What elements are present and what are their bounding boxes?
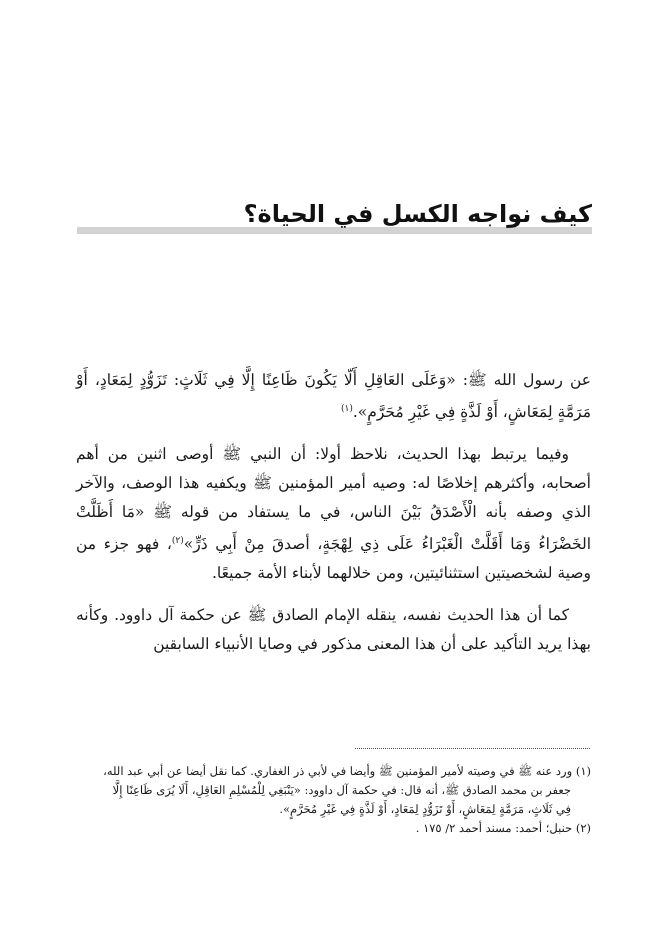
- footnote-2: [76, 819, 591, 838]
- paragraph-commentary: [76, 440, 591, 588]
- paragraph-text: عن رسول الله ﷺ: «وَعَلَى العَاقِلِ أَلّا يَكُونَ ظَاعِنًا إِلَّا فِي ثَلَاثٍ: تَزَوُّدٍ لِمَعَادٍ، أَوْ مَرَمَّةٍ لِمَعَاشٍ، أَوْ لَذَّةٍ فِي غَيْرِ مُحَرَّمٍ».: [76, 371, 591, 422]
- footnote-1-line2: جعفر بن محمد الصادق ﷺ، أنه قال: في حكمة آل داوود: «يَنْبَغِي لِلْمُسْلِمِ العَاقِلِ، أَلَا يُرَى ظَاعِنًا إِلَّا: [112, 783, 571, 797]
- paragraph-text: كما أن هذا الحديث نفسه، ينقله الإمام الصادق ﷺ عن حكمة آل داوود. وكأنه بهذا يريد التأكيد على أن هذا المعنى مذكور في وصايا الأنبياء السابقين: [76, 606, 591, 654]
- footnote-number: (١): [575, 764, 591, 778]
- paragraph-dawood: [76, 601, 591, 659]
- footnote-ref[interactable]: (١): [340, 404, 353, 414]
- chapter-heading: [77, 196, 592, 236]
- page-title: كيف نواجه الكسل في الحياة؟: [243, 200, 592, 228]
- footnote-number: (٢): [575, 821, 591, 835]
- paragraph-hadith: [76, 366, 591, 427]
- footnote-text: ورد عنه ﷺ في وصيته لأمير المؤمنين ﷺ وأيضا في لأبي ذر الغفاري. كما نقل أيضا عن أبي عبد الله،: [103, 764, 573, 778]
- footnotes: [76, 762, 591, 838]
- footnote-1: [76, 762, 591, 781]
- paragraph-text: ، فهو جزء من وصية لشخصيتين استثنائيتين، ومن خلالهما لأبناء الأمة جميعًا.: [76, 535, 591, 583]
- paragraph-text: وفيما يرتبط بهذا الحديث، نلاحظ أولا: أن النبي ﷺ أوصى اثنين من أهم أصحابه، وأكثرهم إخلاصًا له: وصيه أمير المؤمنين ﷺ ويكفيه هذا الوصف، والآخر الذي وصفه بأنه الْأَصْدَقُ بَيْنَ الناس، في ما يستفاد من قوله ﷺ «مَا أَظَلَّتْ الخَضْرَاءُ وَمَا أَقَلَّتْ الْغَبْرَاءُ عَلَى ذِي لِهْجَةٍ، أصدقَ مِنْ أَبِي ذَرٍّ»: [76, 445, 591, 554]
- footnote-1-line3: فِي ثَلَاثٍ، مَرَمَّةٍ لِمَعَاشٍ، أَوْ تَزَوُّدٍ لِمَعَادٍ، أَوْ لَذَّةٍ فِي غَيْرِ مُحَرَّمٍ».: [279, 802, 571, 816]
- footnote-text: حنبل؛ أحمد: مسند أحمد ٢/ ١٧٥ .: [415, 821, 573, 835]
- footnote-separator: [355, 748, 590, 749]
- footnote-ref[interactable]: (٢): [171, 536, 184, 547]
- body-text: [76, 366, 591, 672]
